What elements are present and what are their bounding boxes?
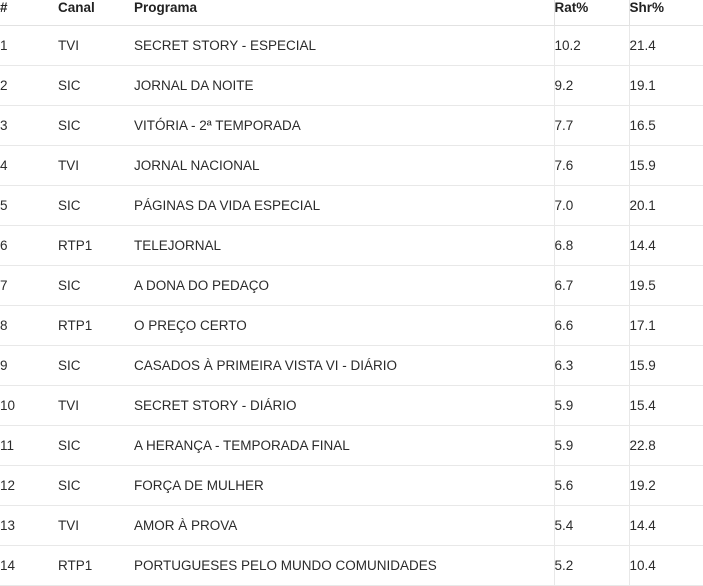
table-row <box>0 386 703 426</box>
cell-rat: 5.9 <box>554 386 629 426</box>
cell-rank: 2 <box>0 66 58 106</box>
cell-rank: 8 <box>0 306 58 346</box>
cell-shr: 19.5 <box>629 266 703 306</box>
cell-rank: 11 <box>0 426 58 466</box>
cell-programa: SECRET STORY - ESPECIAL <box>134 26 554 66</box>
cell-rank: 13 <box>0 506 58 546</box>
cell-shr: 15.9 <box>629 146 703 186</box>
cell-programa: CASADOS À PRIMEIRA VISTA VI - DIÁRIO <box>134 346 554 386</box>
cell-rank: 1 <box>0 26 58 66</box>
cell-programa: PORTUGUESES PELO MUNDO COMUNIDADES <box>134 546 554 586</box>
cell-canal: SIC <box>58 186 134 226</box>
cell-rat: 7.6 <box>554 146 629 186</box>
cell-canal: RTP1 <box>58 226 134 266</box>
cell-shr: 19.1 <box>629 66 703 106</box>
cell-rank: 10 <box>0 386 58 426</box>
cell-rat: 6.6 <box>554 306 629 346</box>
cell-rank: 7 <box>0 266 58 306</box>
cell-shr: 22.8 <box>629 426 703 466</box>
cell-canal: SIC <box>58 466 134 506</box>
column-header-rat: Rat% <box>554 0 629 26</box>
cell-canal: TVI <box>58 506 134 546</box>
column-header-shr: Shr% <box>629 0 703 26</box>
column-header-rank: # <box>0 0 58 26</box>
cell-programa: FORÇA DE MULHER <box>134 466 554 506</box>
column-header-canal: Canal <box>58 0 134 26</box>
cell-rat: 5.9 <box>554 426 629 466</box>
cell-programa: JORNAL DA NOITE <box>134 66 554 106</box>
table-row <box>0 186 703 226</box>
cell-rat: 7.7 <box>554 106 629 146</box>
cell-canal: SIC <box>58 426 134 466</box>
table-row <box>0 426 703 466</box>
cell-rank: 14 <box>0 546 58 586</box>
cell-rank: 3 <box>0 106 58 146</box>
cell-shr: 20.1 <box>629 186 703 226</box>
table-header-row <box>0 0 703 26</box>
cell-canal: RTP1 <box>58 306 134 346</box>
cell-programa: PÁGINAS DA VIDA ESPECIAL <box>134 186 554 226</box>
cell-canal: SIC <box>58 106 134 146</box>
table-row <box>0 26 703 66</box>
table-row <box>0 66 703 106</box>
cell-programa: VITÓRIA - 2ª TEMPORADA <box>134 106 554 146</box>
cell-programa: A DONA DO PEDAÇO <box>134 266 554 306</box>
table-row <box>0 146 703 186</box>
cell-programa: TELEJORNAL <box>134 226 554 266</box>
table-row <box>0 546 703 586</box>
cell-canal: TVI <box>58 146 134 186</box>
cell-shr: 15.4 <box>629 386 703 426</box>
cell-rat: 6.3 <box>554 346 629 386</box>
cell-rat: 6.8 <box>554 226 629 266</box>
cell-shr: 10.4 <box>629 546 703 586</box>
cell-programa: SECRET STORY - DIÁRIO <box>134 386 554 426</box>
cell-canal: SIC <box>58 346 134 386</box>
cell-rat: 5.4 <box>554 506 629 546</box>
cell-canal: SIC <box>58 66 134 106</box>
cell-shr: 19.2 <box>629 466 703 506</box>
table-row <box>0 466 703 506</box>
cell-rat: 10.2 <box>554 26 629 66</box>
table-row <box>0 106 703 146</box>
cell-programa: JORNAL NACIONAL <box>134 146 554 186</box>
cell-rank: 4 <box>0 146 58 186</box>
table-row <box>0 226 703 266</box>
column-header-programa: Programa <box>134 0 554 26</box>
cell-shr: 14.4 <box>629 506 703 546</box>
cell-shr: 21.4 <box>629 26 703 66</box>
cell-programa: A HERANÇA - TEMPORADA FINAL <box>134 426 554 466</box>
cell-rank: 6 <box>0 226 58 266</box>
cell-programa: O PREÇO CERTO <box>134 306 554 346</box>
cell-programa: AMOR À PROVA <box>134 506 554 546</box>
cell-canal: TVI <box>58 386 134 426</box>
cell-canal: RTP1 <box>58 546 134 586</box>
cell-canal: TVI <box>58 26 134 66</box>
cell-rat: 9.2 <box>554 66 629 106</box>
cell-rat: 5.2 <box>554 546 629 586</box>
cell-shr: 15.9 <box>629 346 703 386</box>
cell-rank: 5 <box>0 186 58 226</box>
cell-rank: 9 <box>0 346 58 386</box>
cell-canal: SIC <box>58 266 134 306</box>
cell-rat: 7.0 <box>554 186 629 226</box>
table-body <box>0 26 703 586</box>
table-row <box>0 266 703 306</box>
table-header <box>0 0 703 26</box>
cell-shr: 14.4 <box>629 226 703 266</box>
table-row <box>0 346 703 386</box>
cell-rat: 6.7 <box>554 266 629 306</box>
cell-rat: 5.6 <box>554 466 629 506</box>
cell-rank: 12 <box>0 466 58 506</box>
cell-shr: 17.1 <box>629 306 703 346</box>
table-row <box>0 306 703 346</box>
table-row <box>0 506 703 546</box>
cell-shr: 16.5 <box>629 106 703 146</box>
